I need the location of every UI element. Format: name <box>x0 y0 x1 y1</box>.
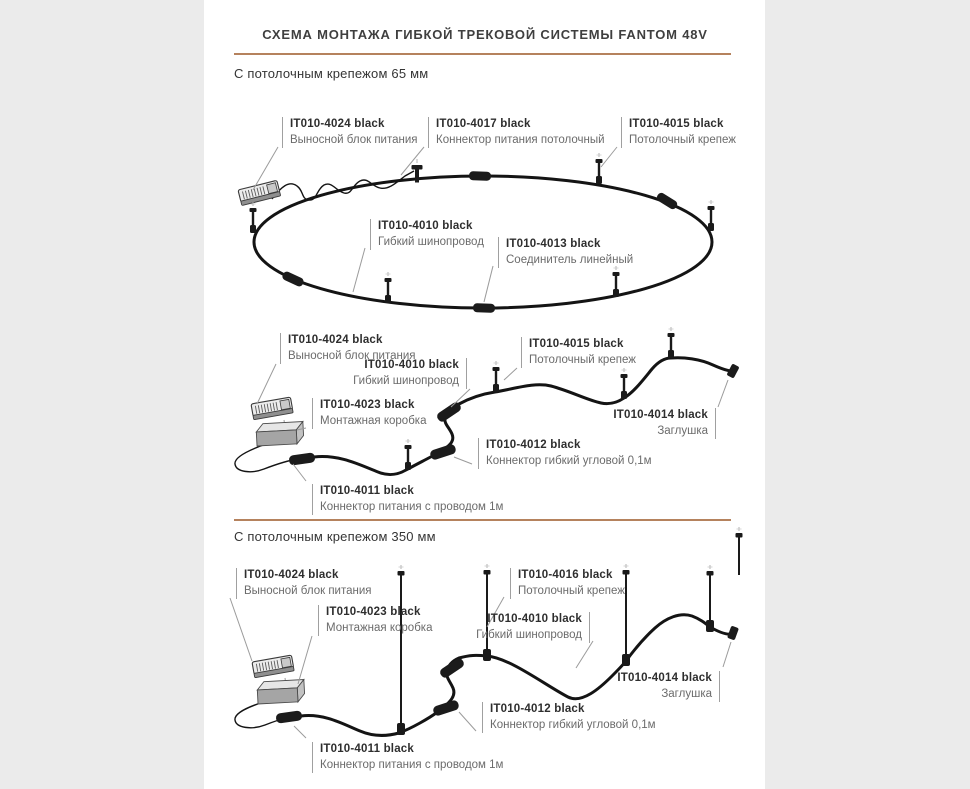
label-power-cord-connector <box>312 742 503 773</box>
part-code: IT010-4024 black <box>290 118 385 130</box>
section-heading-65: С потолочным крепежом 65 мм <box>234 66 429 81</box>
ceiling-mount-350-icon <box>397 565 405 735</box>
part-name: Выносной блок питания <box>290 134 418 147</box>
part-code: IT010-4010 black <box>378 220 473 232</box>
corner-connector-icon <box>438 657 465 680</box>
label-end-cap <box>613 408 716 439</box>
power-supply-icon <box>238 180 281 205</box>
label-ceiling-power-connector <box>428 117 605 148</box>
part-code: IT010-4016 black <box>518 569 613 581</box>
part-name: Монтажная коробка <box>320 415 427 428</box>
part-code: IT010-4012 black <box>490 703 585 715</box>
ceiling-mount-icon <box>493 361 500 392</box>
label-flex-corner-connector <box>478 438 652 469</box>
label-psu <box>282 117 418 148</box>
label-flex-track <box>353 358 467 389</box>
part-name: Коннектор питания потолочный <box>436 134 605 147</box>
part-name: Гибкий шинопровод <box>476 629 582 642</box>
part-name: Выносной блок питания <box>244 585 372 598</box>
part-name: Потолочный крепеж <box>518 585 625 598</box>
part-name: Коннектор питания с проводом 1м <box>320 501 504 514</box>
label-mount-350 <box>510 568 625 599</box>
part-name: Коннектор гибкий угловой 0,1м <box>490 719 656 732</box>
part-code: IT010-4023 black <box>326 606 421 618</box>
linear-connector-icon <box>473 303 495 313</box>
label-power-cord-connector <box>312 484 503 515</box>
part-code: IT010-4024 black <box>288 334 383 346</box>
ceiling-mount-350-icon <box>736 527 743 575</box>
part-code: IT010-4017 black <box>436 118 531 130</box>
part-code: IT010-4011 black <box>320 743 414 755</box>
part-code: IT010-4013 black <box>506 238 601 250</box>
label-flex-corner-connector <box>482 702 656 733</box>
ceiling-mount-icon <box>385 272 392 303</box>
linear-connector-icon <box>655 191 678 210</box>
part-code: IT010-4010 black <box>487 613 582 625</box>
ceiling-mount-icon <box>668 327 675 358</box>
part-name: Потолочный крепеж <box>629 134 736 147</box>
ceiling-mount-icon <box>405 439 412 470</box>
part-name: Соединитель линейный <box>506 254 634 267</box>
label-psu <box>236 568 372 599</box>
ceiling-mount-icon <box>250 202 257 233</box>
power-supply-icon <box>251 397 293 420</box>
part-name: Заглушка <box>657 425 708 438</box>
part-code: IT010-4014 black <box>617 672 712 684</box>
label-flex-track <box>370 219 484 250</box>
part-name: Гибкий шинопровод <box>378 236 484 249</box>
part-name: Выносной блок питания <box>288 350 416 363</box>
label-flex-track <box>476 612 590 643</box>
part-name: Коннектор питания с проводом 1м <box>320 759 504 772</box>
part-name: Гибкий шинопровод <box>353 375 459 388</box>
part-code: IT010-4024 black <box>244 569 339 581</box>
part-name: Потолочный крепеж <box>529 354 636 367</box>
part-name: Коннектор гибкий угловой 0,1м <box>486 455 652 468</box>
label-linear-connector <box>498 237 633 268</box>
part-code: IT010-4015 black <box>529 338 624 350</box>
label-end-cap <box>617 671 720 702</box>
ceiling-mount-350-icon <box>706 565 714 632</box>
page-title: СХЕМА МОНТАЖА ГИБКОЙ ТРЕКОВОЙ СИСТЕМЫ FANTOM 48V <box>262 27 708 42</box>
power-cord-connector-icon <box>288 452 315 466</box>
end-cap-icon <box>727 626 739 641</box>
ceiling-mount-icon <box>621 368 628 399</box>
part-code: IT010-4010 black <box>364 359 459 371</box>
ceiling-mount-icon <box>596 153 603 184</box>
part-code: IT010-4012 black <box>486 439 581 451</box>
linear-connector-icon <box>469 171 491 181</box>
corner-connector-icon <box>435 401 462 424</box>
mounting-box-icon <box>256 422 304 446</box>
ceiling-mount-icon <box>613 266 620 297</box>
label-mounting-box <box>312 398 426 429</box>
corner-connector-icon <box>432 699 460 717</box>
ceiling-mount-icon <box>708 200 715 231</box>
part-code: IT010-4014 black <box>613 409 708 421</box>
power-cord <box>235 444 298 472</box>
part-name: Монтажная коробка <box>326 622 433 635</box>
label-mount-65 <box>521 337 636 368</box>
power-supply-icon <box>252 655 294 678</box>
power-cord-connector-icon <box>275 710 302 724</box>
label-mounting-box <box>318 605 432 636</box>
part-code: IT010-4023 black <box>320 399 415 411</box>
part-code: IT010-4011 black <box>320 485 414 497</box>
part-name: Заглушка <box>661 688 712 701</box>
corner-connector-icon <box>429 443 457 461</box>
linear-connector-icon <box>281 270 305 287</box>
section-heading-350: С потолочным крепежом 350 мм <box>234 529 436 544</box>
part-code: IT010-4015 black <box>629 118 724 130</box>
power-cable <box>272 171 414 200</box>
label-mount-65 <box>621 117 736 148</box>
